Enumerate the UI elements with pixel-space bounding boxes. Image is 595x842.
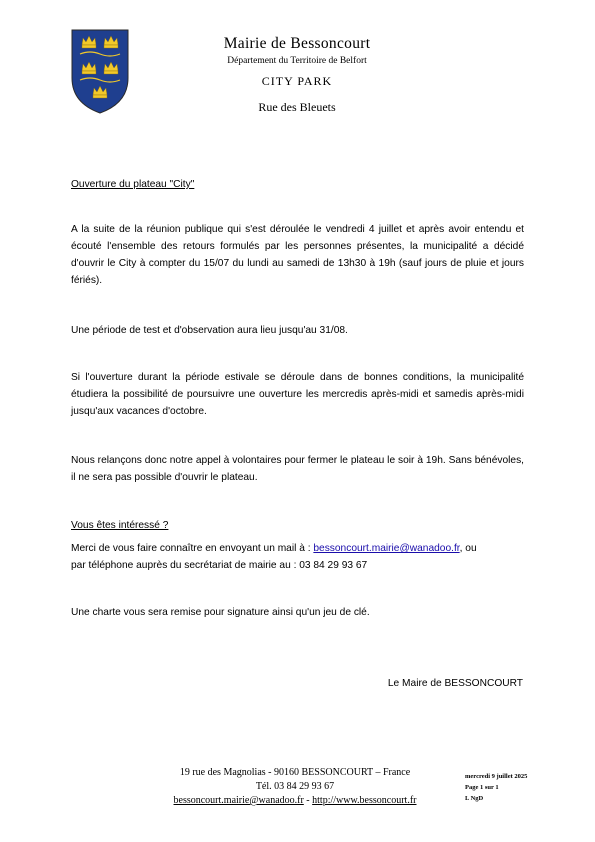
- interest-heading: Vous êtes intéressé ?: [71, 520, 169, 531]
- footer-website-link[interactable]: http://www.bessoncourt.fr: [312, 795, 417, 806]
- street-line: Rue des Bleuets: [258, 100, 336, 114]
- contact-paragraph: [71, 540, 524, 574]
- paragraph-charter: Une charte vous sera remise pour signature ainsi qu'un jeu de clé.: [71, 607, 370, 618]
- contact-phone-line: par téléphone auprès du secrétariat de mairie au : 03 84 29 93 67: [71, 560, 368, 571]
- footer-tel: Tél. 03 84 29 93 67: [255, 781, 335, 792]
- footer-page-number: Page 1 sur 1: [465, 784, 499, 791]
- coat-of-arms-icon: [70, 28, 130, 114]
- contact-suffix: , ou: [459, 543, 477, 554]
- paragraph-reunion: A la suite de la réunion publique qui s'est déroulée le vendredi 4 juillet et après avoir entendu et écouté l'ensemble des retours formulés par les personnes présentes, la municipalité a décidé d'ouvrir le City à compter du 15/07 du lundi au samedi de 13h30 à 19h (sauf jours de pluie et jours fériés).: [71, 224, 524, 286]
- department-line: Département du Territoire de Belfort: [227, 56, 367, 66]
- contact-prefix: Merci de vous faire connaître en envoyant un mail à :: [71, 543, 314, 554]
- section-heading: Ouverture du plateau "City": [71, 179, 195, 190]
- footer-initials: L NgD: [465, 795, 484, 802]
- city-park-line: CITY PARK: [261, 74, 333, 88]
- footer-separator: -: [303, 795, 313, 806]
- paragraph-test-period: Une période de test et d'observation aura lieu jusqu'au 31/08.: [71, 325, 348, 336]
- mairie-title: Mairie de Bessoncourt: [223, 35, 371, 52]
- footer-links: [140, 795, 450, 806]
- contact-email-link[interactable]: bessoncourt.mairie@wanadoo.fr: [313, 543, 460, 554]
- footer-date: mercredi 9 juillet 2025: [465, 773, 528, 780]
- footer-email-link[interactable]: bessoncourt.mairie@wanadoo.fr: [173, 795, 304, 806]
- mayor-signature: Le Maire de BESSONCOURT: [387, 678, 523, 689]
- paragraph-volunteers: Nous relançons donc notre appel à volontaires pour fermer le plateau le soir à 19h. Sans bénévoles, il ne sera pas possible d'ouvrir le plateau.: [71, 455, 524, 483]
- paragraph-summer: Si l'ouverture durant la période estivale se déroule dans de bonnes conditions, la municipalité étudiera la possibilité de poursuivre une ouverture les mercredis après-midi et samedis après-midi jusqu'aux vacances d'octobre.: [71, 372, 524, 417]
- footer-address: 19 rue des Magnolias - 90160 BESSONCOURT – France: [179, 767, 411, 778]
